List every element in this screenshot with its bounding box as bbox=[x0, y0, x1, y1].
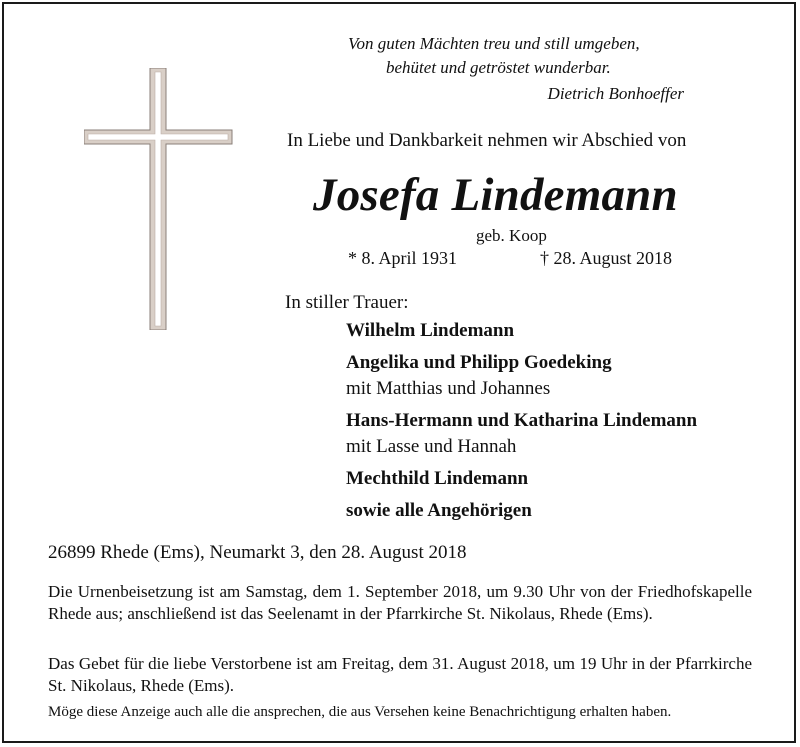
mourner-line: mit Lasse und Hannah bbox=[346, 436, 517, 457]
mourner-line: Wilhelm Lindemann bbox=[346, 320, 515, 341]
death-date: † 28. August 2018 bbox=[540, 248, 673, 268]
mourner-line: Hans-Hermann und Katharina Lindemann bbox=[346, 410, 698, 431]
deceased-name: Josefa Lindemann bbox=[313, 169, 678, 221]
quote-author: Dietrich Bonhoeffer bbox=[547, 84, 684, 103]
mourner-line: Mechthild Lindemann bbox=[346, 468, 529, 489]
prayer-paragraph: Das Gebet für die liebe Verstorbene ist am Freitag, dem 31. August 2018, um 19 Uhr in der Pfarrkirche St. Nikolaus, Rhede (Ems). bbox=[48, 654, 752, 695]
cross-icon bbox=[84, 68, 234, 330]
mourner-line: sowie alle Angehörigen bbox=[346, 500, 532, 521]
footer-note: Möge diese Anzeige auch alle die ansprechen, die aus Versehen keine Benachrichtigung erhalten haben. bbox=[48, 704, 672, 720]
mourners-list bbox=[346, 318, 697, 524]
birth-date: * 8. April 1931 bbox=[348, 248, 458, 268]
mourner-line: Angelika und Philipp Goedeking bbox=[346, 352, 612, 373]
intro-line: In Liebe und Dankbarkeit nehmen wir Abschied von bbox=[287, 130, 687, 151]
burial-paragraph: Die Urnenbeisetzung ist am Samstag, dem 1. September 2018, um 9.30 Uhr von der Friedhofskapelle Rhede aus; anschließend ist das Seelenamt in der Pfarrkirche St. Nikolaus, Rhede (Ems). bbox=[48, 582, 752, 623]
quote-line-2: behütet und getröstet wunderbar. bbox=[386, 58, 611, 77]
place-date: 26899 Rhede (Ems), Neumarkt 3, den 28. August 2018 bbox=[48, 542, 467, 563]
quote-line-1: Von guten Mächten treu und still umgeben, bbox=[348, 34, 640, 53]
mourners-heading: In stiller Trauer: bbox=[285, 292, 409, 313]
mourner-line: mit Matthias und Johannes bbox=[346, 378, 551, 399]
born-name: geb. Koop bbox=[476, 226, 547, 245]
